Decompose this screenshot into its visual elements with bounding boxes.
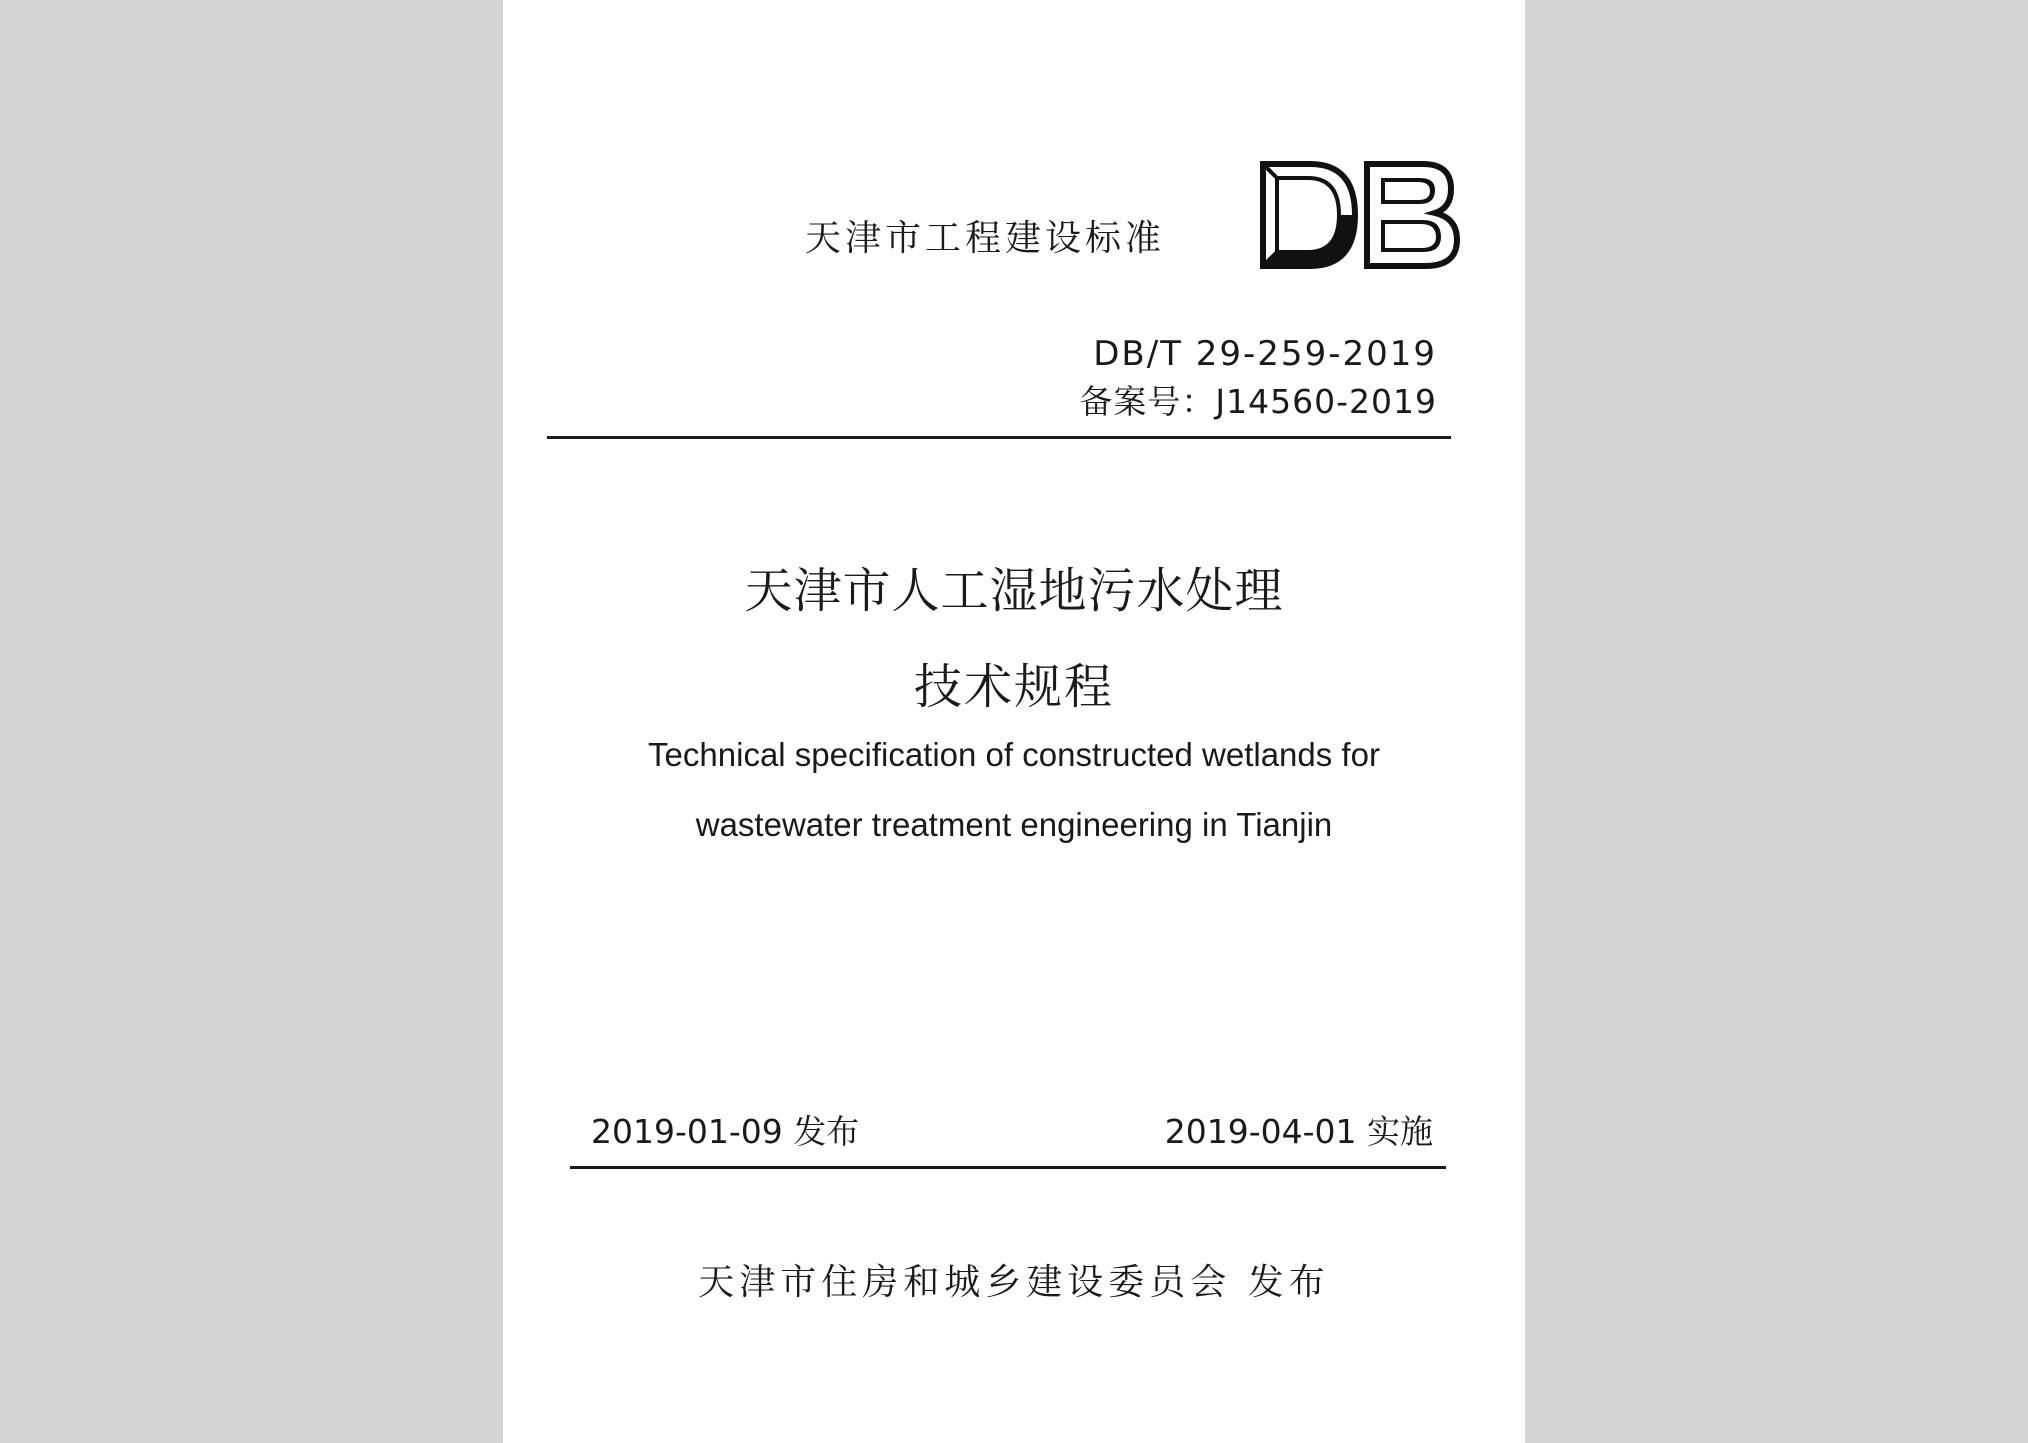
effective-date-line [1165, 1106, 1433, 1153]
publisher-line [503, 1254, 1525, 1305]
standard-number: DB/T 29-259-2019 [1093, 334, 1437, 374]
issue-label: 发布 [793, 1112, 860, 1151]
effective-date: 2019-04-01 [1164, 1112, 1357, 1151]
code-block [1079, 330, 1437, 426]
standard-type-heading: 天津市工程建设标准 [805, 218, 1166, 259]
filing-line [1079, 378, 1437, 426]
publisher-name: 天津市住房和城乡建设委员会 [698, 1262, 1232, 1303]
title-chinese-line-2: 技术规程 [913, 659, 1114, 715]
db-logo [1255, 158, 1465, 272]
title-english-line-1: Technical specification of constructed wetlands for [648, 736, 1380, 773]
bottom-divider [570, 1166, 1446, 1169]
issue-date-line [591, 1106, 859, 1153]
document-page [503, 0, 1525, 1443]
title-chinese-line-1: 天津市人工湿地污水处理 [744, 563, 1284, 619]
issue-date: 2019-01-09 [591, 1112, 783, 1151]
top-divider [547, 436, 1451, 439]
title-english-line-2: wastewater treatment engineering in Tianjin [695, 806, 1333, 843]
publisher-action: 发布 [1247, 1262, 1330, 1303]
filing-label: 备案号： [1079, 382, 1216, 421]
filing-number: J14560-2019 [1215, 382, 1437, 421]
effective-label: 实施 [1367, 1112, 1433, 1151]
